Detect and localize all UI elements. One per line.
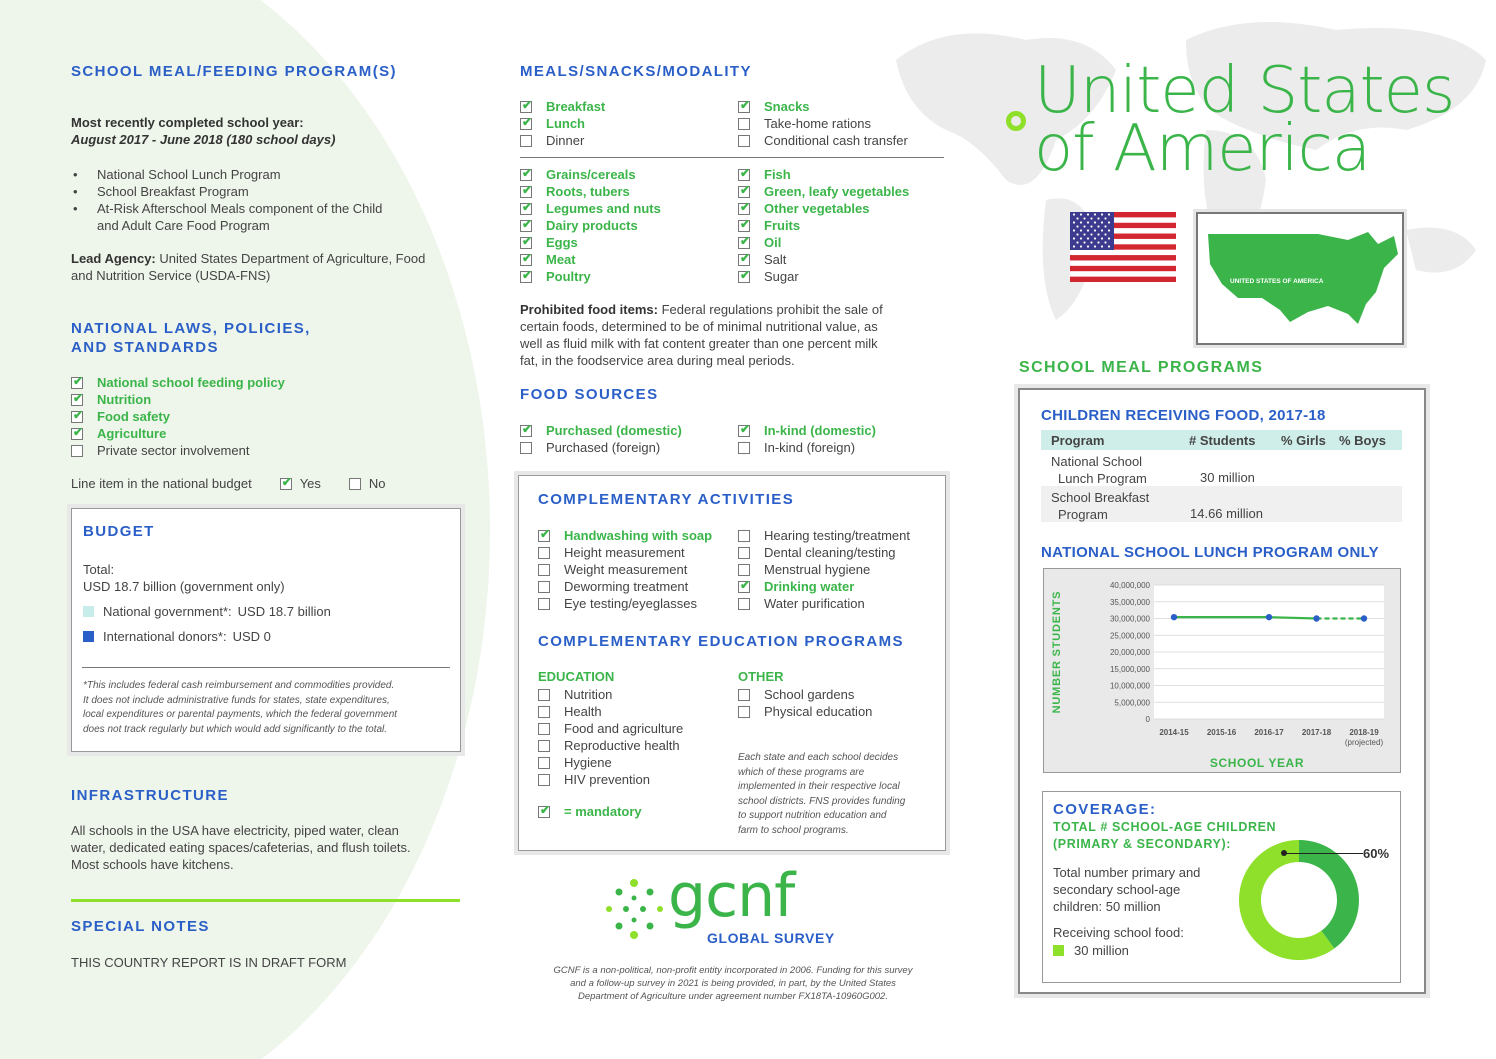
x-tick-label: 2016-17 [1254, 728, 1284, 737]
checkbox-unchecked [738, 442, 750, 454]
footer: GCNF is a non-political, non-profit entity incorporated in 2006. Funding for this survey and a follow-up survey in 2021 is being provided, in part, by the United States Department of Agriculture under agreement number FX18TA-10960G002. [553, 965, 913, 1002]
donut-slice-remaining [1299, 840, 1359, 949]
meal-item: ✔ Snacks [738, 98, 908, 115]
comp-item: Deworming treatment [538, 578, 712, 595]
meals-left [520, 98, 605, 149]
line-item-row: Line item in the national budget ✔ Yes No [71, 475, 386, 492]
checkbox-unchecked [538, 740, 550, 752]
program-heading: SCHOOL MEAL/FEEDING PROGRAM(S) [71, 63, 397, 80]
laws-heading-line2: AND STANDARDS [71, 339, 219, 356]
checkbox-unchecked [538, 547, 550, 559]
coverage-sub1: TOTAL # SCHOOL-AGE CHILDREN [1053, 820, 1277, 834]
us-flag-icon [1070, 212, 1176, 282]
data-point [1266, 614, 1272, 620]
checkbox-checked [738, 203, 750, 215]
food-item: ✔ Roots, tubers [520, 183, 661, 200]
checkbox-unchecked [738, 689, 750, 701]
comp-item: Hearing testing/treatment [738, 527, 910, 544]
edu-item: HIV prevention [538, 771, 683, 788]
infra-heading: INFRASTRUCTURE [71, 787, 229, 804]
checkbox-checked [738, 271, 750, 283]
y-tick-label: 35,000,000 [1109, 597, 1150, 607]
checkbox-checked [738, 237, 750, 249]
budget-heading: BUDGET [83, 523, 155, 540]
comp-item: Weight measurement [538, 561, 712, 578]
checkbox-unchecked [738, 135, 750, 147]
law-item: ✔ Nutrition [71, 391, 285, 408]
comp-right [738, 527, 910, 612]
checkbox-checked [520, 254, 532, 266]
y-tick-label: 20,000,000 [1109, 648, 1150, 657]
programs-table [1041, 430, 1402, 522]
x-axis-label: SCHOOL YEAR [1209, 756, 1305, 770]
comp-item: ✔ Handwashing with soap [538, 527, 712, 544]
checkbox-unchecked [538, 774, 550, 786]
foods-left [520, 166, 661, 285]
edu-item: School gardens [738, 686, 872, 703]
table-row: National School Lunch Program 30 million [1051, 454, 1255, 486]
law-item: Private sector involvement [71, 442, 285, 459]
source-item: ✔ Purchased (domestic) [520, 422, 682, 439]
checkbox-checked [71, 394, 83, 406]
y-tick-label: 0 [1145, 715, 1150, 724]
checkbox-checked [538, 530, 550, 542]
checkbox-checked [71, 411, 83, 423]
coverage-total: Total number primary and secondary school-age children: 50 million [1053, 865, 1201, 914]
checkbox-unchecked [538, 757, 550, 769]
sources-left [520, 422, 682, 456]
checkbox-checked [71, 377, 83, 389]
coverage-heading: COVERAGE: [1053, 801, 1157, 818]
checkbox-checked [538, 806, 550, 818]
y-tick-label: 5,000,000 [1114, 698, 1150, 708]
comp-item: Menstrual hygiene [738, 561, 910, 578]
list-item: and Adult Care Food Program [97, 218, 270, 233]
checkbox-checked [520, 425, 532, 437]
y-tick-label: 40,000,000 [1109, 581, 1150, 590]
laws-checklist [71, 374, 285, 459]
green-divider [71, 899, 460, 902]
checkbox-checked [738, 220, 750, 232]
gcnf-logo-text: gcnf [668, 861, 795, 931]
infra-text: All schools in the USA have electricity, piped water, clean water, dedicated eating spaces/cafeterias, and flush toilets. Most schools have kitchens. [71, 823, 411, 872]
donut-leader-line [1283, 853, 1363, 854]
edu-item: Physical education [738, 703, 872, 720]
checkbox-checked [71, 428, 83, 440]
comp-item: Dental cleaning/testing [738, 544, 910, 561]
comp-item: ✔ Drinking water [738, 578, 910, 595]
checkbox-unchecked [738, 547, 750, 559]
law-item: ✔ National school feeding policy [71, 374, 285, 391]
col-header: Program [1051, 432, 1105, 448]
food-item: ✔ Green, leafy vegetables [738, 183, 909, 200]
meal-item: Dinner [520, 132, 605, 149]
checkbox-unchecked [71, 445, 83, 457]
receiving-swatch [1053, 945, 1064, 956]
data-point [1313, 615, 1319, 621]
law-item: ✔ Food safety [71, 408, 285, 425]
us-map-shape [1198, 214, 1402, 343]
checkbox-checked [738, 101, 750, 113]
checkbox-unchecked [738, 598, 750, 610]
source-item: In-kind (foreign) [738, 439, 876, 456]
meal-item: Take-home rations [738, 115, 908, 132]
checkbox-unchecked [738, 706, 750, 718]
edu-sub-right: OTHER [738, 669, 784, 684]
checkbox-unchecked [738, 564, 750, 576]
school-year-value: August 2017 - June 2018 (180 school days) [71, 132, 336, 147]
lead-agency: Lead Agency: United States Department of Agriculture, Food [71, 251, 426, 266]
checkbox-checked [738, 186, 750, 198]
sources-right [738, 422, 876, 456]
y-tick-label: 15,000,000 [1109, 664, 1150, 674]
programs-box [1018, 388, 1426, 994]
prohibited-text: Prohibited food items: Federal regulations prohibit the sale of certain foods, determined to be of minimal nutritional value, as well as fluid milk with fat content greater than one percent milk fat, in the foodservice area during meal periods. [520, 302, 883, 368]
us-map [1196, 212, 1404, 345]
edu-item: Health [538, 703, 683, 720]
x-tick-label: 2015-16 [1206, 728, 1237, 737]
food-item: ✔ Eggs [520, 234, 661, 251]
country-title: United States of America [1034, 54, 1455, 186]
budget-intl: International donors*: USD 0 [83, 628, 271, 645]
comp-item: Eye testing/eyeglasses [538, 595, 712, 612]
checkbox-checked [520, 271, 532, 283]
checkbox-unchecked [538, 723, 550, 735]
gcnf-logo-sub: GLOBAL SURVEY [707, 930, 835, 946]
food-item: ✔ Fruits [738, 217, 909, 234]
checkbox-checked [520, 169, 532, 181]
mandatory-legend: ✔ = mandatory [538, 803, 642, 820]
list-item: • At-Risk Afterschool Meals component of the Child [73, 201, 383, 216]
food-item: ✔ Other vegetables [738, 200, 909, 217]
edu-item: Nutrition [538, 686, 683, 703]
checkbox-unchecked [520, 442, 532, 454]
programs-heading: SCHOOL MEAL PROGRAMS [1019, 359, 1264, 376]
checkbox-unchecked [538, 564, 550, 576]
series-line-segment [1269, 617, 1317, 618]
y-tick-label: 10,000,000 [1109, 681, 1150, 691]
no-checkbox [349, 478, 361, 490]
y-tick-label: 25,000,000 [1109, 631, 1150, 641]
checkbox-unchecked [538, 689, 550, 701]
edu-heading: COMPLEMENTARY EDUCATION PROGRAMS [538, 633, 904, 650]
table-row: School Breakfast Program 14.66 million [1041, 486, 1402, 522]
budget-box [71, 508, 461, 752]
food-item: ✔ Oil [738, 234, 909, 251]
donut-leader-dot [1281, 850, 1287, 856]
school-year-label: Most recently completed school year: [71, 115, 304, 130]
y-axis-label: NUMBER STUDENTS [1051, 590, 1063, 714]
budget-note: *This includes federal cash reimbursement and commodities provided. It does not include administrative funds for states, state expenditures, local expenditures or parental payments, which the federal government does not track regularly but which would add significantly to the total. [83, 680, 398, 735]
laws-heading-line1: NATIONAL LAWS, POLICIES, [71, 320, 311, 337]
checkbox-checked [738, 169, 750, 181]
checkbox-checked [520, 237, 532, 249]
source-item: ✔ In-kind (domestic) [738, 422, 876, 439]
checkbox-unchecked [538, 581, 550, 593]
edu-sub-left: EDUCATION [538, 669, 615, 684]
law-item: ✔ Agriculture [71, 425, 285, 442]
checkbox-unchecked [738, 530, 750, 542]
food-item: ✔ Poultry [520, 268, 661, 285]
col-header: % Girls [1281, 432, 1326, 448]
nslp-heading: NATIONAL SCHOOL LUNCH PROGRAM ONLY [1041, 544, 1379, 561]
comp-left [538, 527, 712, 612]
yes-checkbox [280, 478, 292, 490]
x-tick-sublabel: (projected) [1344, 738, 1384, 747]
divider [520, 157, 944, 158]
coverage-sub2: (PRIMARY & SECONDARY): [1053, 837, 1232, 851]
checkbox-checked [520, 118, 532, 130]
meal-item: ✔ Lunch [520, 115, 605, 132]
intl-swatch [83, 631, 94, 642]
line-chart [1044, 569, 1400, 772]
edu-note: Each state and each school decides which of these programs are implemented in their respective local school districts. FNS provides funding to support nutrition education and farm to school programs. [738, 752, 906, 836]
notes-text: THIS COUNTRY REPORT IS IN DRAFT FORM [71, 955, 347, 970]
foods-right [738, 166, 909, 285]
edu-item: Reproductive health [538, 737, 683, 754]
nslp-chart [1043, 568, 1401, 773]
col-header: # Students [1189, 432, 1256, 448]
table-header [1041, 430, 1402, 450]
checkbox-unchecked [538, 598, 550, 610]
budget-national: National government*: USD 18.7 billion [83, 603, 331, 620]
coverage-box [1042, 791, 1401, 983]
checkbox-checked [520, 186, 532, 198]
food-item: ✔ Dairy products [520, 217, 661, 234]
program-list [71, 166, 382, 234]
gcnf-logo-dots-icon [604, 878, 666, 940]
checkbox-checked [738, 425, 750, 437]
x-tick-label: 2014-15 [1159, 728, 1189, 737]
food-item: ✔ Fish [738, 166, 909, 183]
food-item: ✔ Sugar [738, 268, 909, 285]
budget-total-label: Total: [83, 562, 115, 577]
complementary-box [518, 475, 946, 851]
children-heading: CHILDREN RECEIVING FOOD, 2017-18 [1041, 407, 1326, 424]
checkbox-checked [738, 254, 750, 266]
edu-right [738, 686, 872, 720]
food-item: ✔ Legumes and nuts [520, 200, 661, 217]
coverage-percent: 60% [1363, 846, 1390, 861]
edu-item: Food and agriculture [538, 720, 683, 737]
source-item: Purchased (foreign) [520, 439, 682, 456]
lead-agency-line2: and Nutrition Service (USDA-FNS) [71, 268, 271, 283]
food-item: ✔ Meat [520, 251, 661, 268]
budget-total-value: USD 18.7 billion (government only) [83, 579, 285, 594]
comp-item: Height measurement [538, 544, 712, 561]
edu-item: Hygiene [538, 754, 683, 771]
checkbox-checked [520, 220, 532, 232]
notes-heading: SPECIAL NOTES [71, 918, 210, 935]
y-tick-label: 30,000,000 [1109, 614, 1150, 624]
data-point [1361, 615, 1367, 621]
list-item: • School Breakfast Program [73, 184, 249, 199]
map-label: UNITED STATES OF AMERICA [1230, 278, 1324, 285]
checkbox-unchecked [538, 706, 550, 718]
national-swatch [83, 606, 94, 617]
meals-right [738, 98, 908, 149]
checkbox-unchecked [520, 135, 532, 147]
title-ring-icon [1006, 111, 1026, 131]
meals-heading: MEALS/SNACKS/MODALITY [520, 63, 752, 80]
meal-item: ✔ Breakfast [520, 98, 605, 115]
checkbox-checked [520, 101, 532, 113]
receiving-label: Receiving school food: [1053, 925, 1184, 940]
col-header: % Boys [1339, 432, 1386, 448]
sources-heading: FOOD SOURCES [520, 386, 659, 403]
comp-item: Water purification [738, 595, 910, 612]
food-item: ✔ Grains/cereals [520, 166, 661, 183]
data-point [1171, 614, 1177, 620]
edu-left [538, 686, 683, 788]
x-tick-label: 2018-19 [1349, 728, 1379, 737]
x-tick-label: 2017-18 [1301, 728, 1332, 737]
meal-item: Conditional cash transfer [738, 132, 908, 149]
list-item: • National School Lunch Program [73, 167, 281, 182]
comp-heading: COMPLEMENTARY ACTIVITIES [538, 491, 795, 508]
checkbox-checked [738, 581, 750, 593]
receiving-legend: 30 million [1053, 942, 1129, 959]
divider [82, 667, 450, 668]
checkbox-unchecked [738, 118, 750, 130]
food-item: ✔ Salt [738, 251, 909, 268]
checkbox-checked [520, 203, 532, 215]
